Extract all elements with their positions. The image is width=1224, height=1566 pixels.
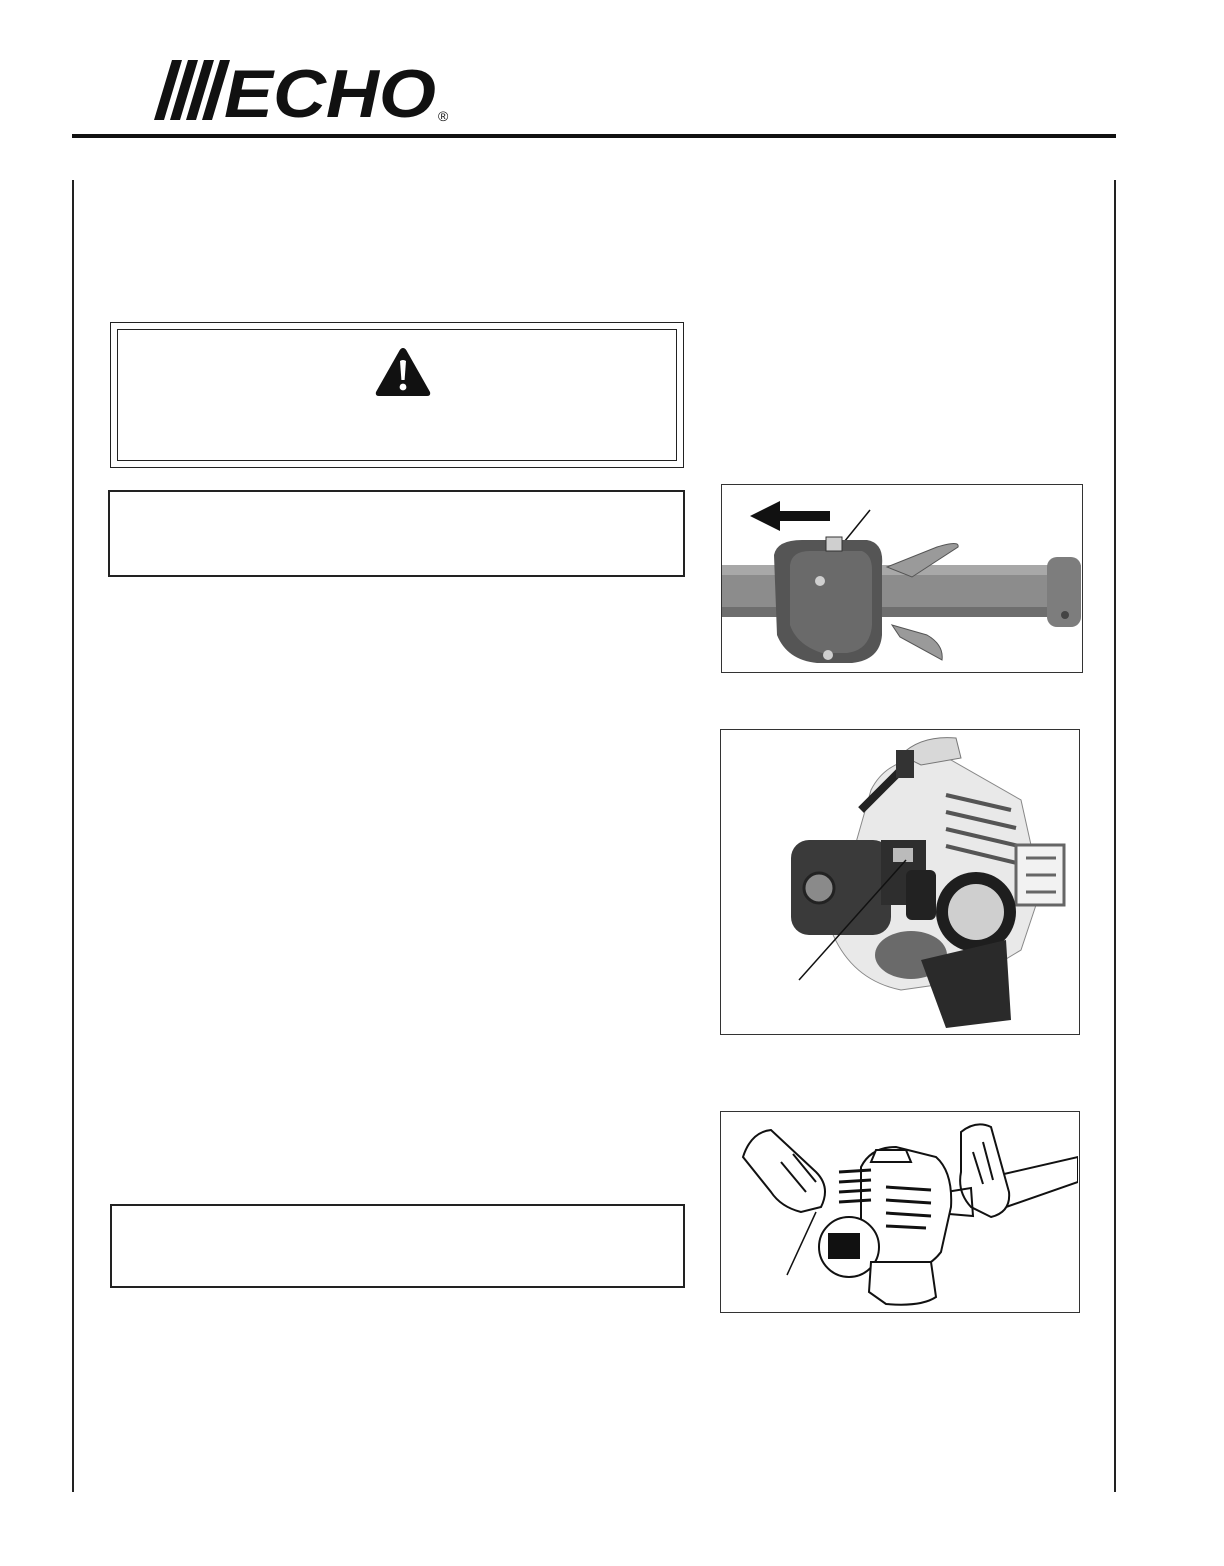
warning-triangle-icon <box>374 346 432 398</box>
left-margin-rule <box>72 180 74 1492</box>
header-rule <box>72 134 1116 138</box>
registered-mark: ® <box>438 108 449 124</box>
note-box <box>108 490 685 577</box>
arrow-left-icon <box>750 501 830 531</box>
engine-illustration <box>720 729 1080 1035</box>
right-margin-rule <box>1114 180 1116 1492</box>
logo-text: ECHO <box>224 56 436 125</box>
starting-position-illustration <box>720 1111 1080 1313</box>
note-box <box>110 1204 685 1288</box>
echo-logo <box>150 55 460 125</box>
throttle-handle-illustration <box>721 484 1083 673</box>
